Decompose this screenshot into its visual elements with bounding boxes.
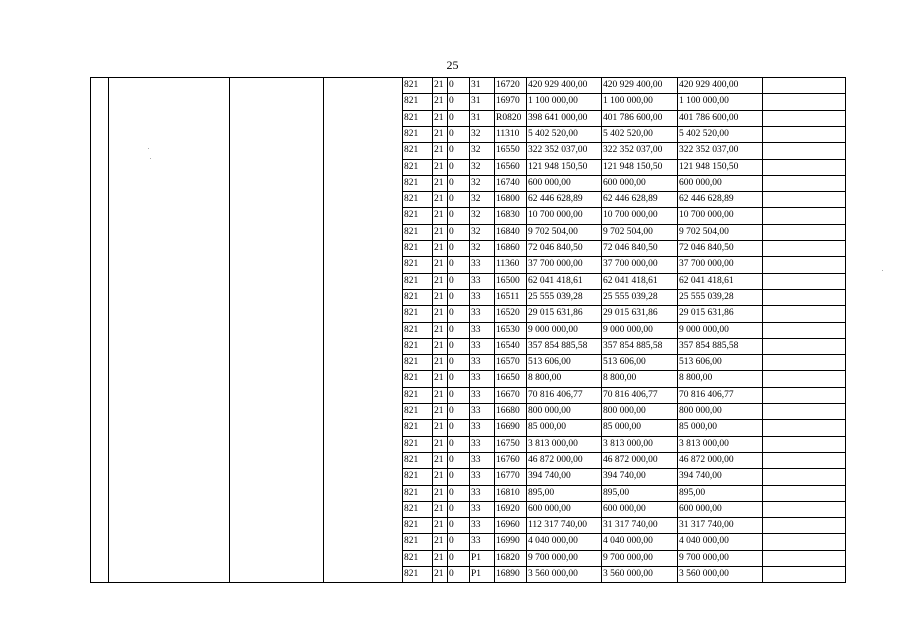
amount-year-2-cell: 46 872 000,00 — [603, 455, 658, 465]
amount-year-1-cell: 8 800,00 — [528, 373, 562, 383]
amount-year-3-cell: 401 786 600,00 — [679, 113, 739, 123]
scan-speck — [150, 158, 151, 159]
direction-code-cell: 16570 — [496, 357, 520, 367]
subsection-code-cell: 0 — [449, 406, 454, 416]
section-code-cell: 21 — [434, 373, 444, 383]
amount-year-2-cell: 5 402 520,00 — [603, 129, 653, 139]
program-code-cell: 32 — [471, 129, 481, 139]
amount-year-1-cell: 600 000,00 — [528, 504, 571, 514]
direction-code-cell: 16720 — [496, 80, 520, 90]
amount-year-2-cell: 895,00 — [603, 488, 630, 498]
subsection-code-cell: 0 — [449, 276, 454, 286]
section-code-cell: 21 — [434, 178, 444, 188]
subsection-code-cell: 0 — [449, 113, 454, 123]
column-rule — [229, 77, 230, 582]
scan-speck — [148, 148, 149, 149]
amount-year-3-cell: 70 816 406,77 — [679, 390, 734, 400]
amount-year-3-cell: 3 813 000,00 — [679, 439, 729, 449]
grbs-code-cell: 821 — [404, 357, 419, 367]
direction-code-cell: 16800 — [496, 194, 520, 204]
amount-year-3-cell: 420 929 400,00 — [679, 80, 739, 90]
subsection-code-cell: 0 — [449, 390, 454, 400]
subsection-code-cell: 0 — [449, 553, 454, 563]
direction-code-cell: 16860 — [496, 243, 520, 253]
amount-year-1-cell: 46 872 000,00 — [528, 455, 583, 465]
section-code-cell: 21 — [434, 80, 444, 90]
amount-year-1-cell: 85 000,00 — [528, 422, 566, 432]
program-code-cell: 33 — [471, 341, 481, 351]
subsection-code-cell: 0 — [449, 210, 454, 220]
program-code-cell: 32 — [471, 210, 481, 220]
amount-year-1-cell: 9 702 504,00 — [528, 227, 578, 237]
direction-code-cell: 11360 — [496, 259, 520, 269]
grbs-code-cell: 821 — [404, 390, 419, 400]
amount-year-2-cell: 29 015 631,86 — [603, 308, 658, 318]
direction-code-cell: 16690 — [496, 422, 520, 432]
grbs-code-cell: 821 — [404, 80, 419, 90]
section-code-cell: 21 — [434, 194, 444, 204]
amount-year-3-cell: 9 700 000,00 — [679, 553, 729, 563]
column-rule — [323, 77, 324, 582]
section-code-cell: 21 — [434, 162, 444, 172]
subsection-code-cell: 0 — [449, 373, 454, 383]
section-code-cell: 21 — [434, 471, 444, 481]
amount-year-2-cell: 322 352 037,00 — [603, 145, 663, 155]
program-code-cell: 31 — [471, 96, 481, 106]
direction-code-cell: 16750 — [496, 439, 520, 449]
direction-code-cell: 16840 — [496, 227, 520, 237]
direction-code-cell: 16770 — [496, 471, 520, 481]
grbs-code-cell: 821 — [404, 406, 419, 416]
subsection-code-cell: 0 — [449, 341, 454, 351]
amount-year-2-cell: 4 040 000,00 — [603, 536, 653, 546]
section-code-cell: 21 — [434, 145, 444, 155]
grbs-code-cell: 821 — [404, 276, 419, 286]
subsection-code-cell: 0 — [449, 129, 454, 139]
grbs-code-cell: 821 — [404, 569, 419, 579]
direction-code-cell: 16540 — [496, 341, 520, 351]
amount-year-1-cell: 62 041 418,61 — [528, 276, 583, 286]
direction-code-cell: 16560 — [496, 162, 520, 172]
grbs-code-cell: 821 — [404, 422, 419, 432]
grbs-code-cell: 821 — [404, 259, 419, 269]
program-code-cell: 32 — [471, 145, 481, 155]
program-code-cell: 33 — [471, 292, 481, 302]
subsection-code-cell: 0 — [449, 194, 454, 204]
amount-year-1-cell: 62 446 628,89 — [528, 194, 583, 204]
grbs-code-cell: 821 — [404, 308, 419, 318]
section-code-cell: 21 — [434, 227, 444, 237]
grbs-code-cell: 821 — [404, 292, 419, 302]
amount-year-2-cell: 394 740,00 — [603, 471, 646, 481]
program-code-cell: 33 — [471, 439, 481, 449]
amount-year-2-cell: 600 000,00 — [603, 504, 646, 514]
subsection-code-cell: 0 — [449, 178, 454, 188]
subsection-code-cell: 0 — [449, 292, 454, 302]
direction-code-cell: 16820 — [496, 553, 520, 563]
amount-year-2-cell: 800 000,00 — [603, 406, 646, 416]
direction-code-cell: 16680 — [496, 406, 520, 416]
direction-code-cell: 16810 — [496, 488, 520, 498]
amount-year-2-cell: 10 700 000,00 — [603, 210, 658, 220]
amount-year-1-cell: 3 813 000,00 — [528, 439, 578, 449]
direction-code-cell: 16500 — [496, 276, 520, 286]
column-rule — [762, 77, 763, 582]
grbs-code-cell: 821 — [404, 536, 419, 546]
amount-year-1-cell: 29 015 631,86 — [528, 308, 583, 318]
program-code-cell: 33 — [471, 536, 481, 546]
amount-year-3-cell: 8 800,00 — [679, 373, 713, 383]
amount-year-3-cell: 10 700 000,00 — [679, 210, 734, 220]
program-code-cell: 32 — [471, 162, 481, 172]
amount-year-1-cell: 1 100 000,00 — [528, 96, 578, 106]
amount-year-3-cell: 62 041 418,61 — [679, 276, 734, 286]
amount-year-1-cell: 398 641 000,00 — [528, 113, 588, 123]
grbs-code-cell: 821 — [404, 178, 419, 188]
grbs-code-cell: 821 — [404, 471, 419, 481]
amount-year-3-cell: 85 000,00 — [679, 422, 717, 432]
amount-year-2-cell: 420 929 400,00 — [603, 80, 663, 90]
section-code-cell: 21 — [434, 259, 444, 269]
section-code-cell: 21 — [434, 357, 444, 367]
page-number: 25 — [446, 58, 459, 72]
subsection-code-cell: 0 — [449, 162, 454, 172]
direction-code-cell: 16650 — [496, 373, 520, 383]
section-code-cell: 21 — [434, 308, 444, 318]
amount-year-2-cell: 85 000,00 — [603, 422, 641, 432]
program-code-cell: 32 — [471, 227, 481, 237]
amount-year-3-cell: 121 948 150,50 — [679, 162, 739, 172]
amount-year-1-cell: 394 740,00 — [528, 471, 571, 481]
program-code-cell: 33 — [471, 520, 481, 530]
section-code-cell: 21 — [434, 325, 444, 335]
program-code-cell: 33 — [471, 471, 481, 481]
program-code-cell: P1 — [471, 569, 482, 579]
grbs-code-cell: 821 — [404, 439, 419, 449]
amount-year-1-cell: 322 352 037,00 — [528, 145, 588, 155]
section-code-cell: 21 — [434, 488, 444, 498]
subsection-code-cell: 0 — [449, 520, 454, 530]
amount-year-2-cell: 62 041 418,61 — [603, 276, 658, 286]
grbs-code-cell: 821 — [404, 243, 419, 253]
section-code-cell: 21 — [434, 341, 444, 351]
direction-code-cell: 16960 — [496, 520, 520, 530]
grbs-code-cell: 821 — [404, 227, 419, 237]
direction-code-cell: 16511 — [496, 292, 520, 302]
grbs-code-cell: 821 — [404, 553, 419, 563]
section-code-cell: 21 — [434, 536, 444, 546]
amount-year-2-cell: 8 800,00 — [603, 373, 637, 383]
section-code-cell: 21 — [434, 553, 444, 563]
amount-year-2-cell: 31 317 740,00 — [603, 520, 658, 530]
section-code-cell: 21 — [434, 390, 444, 400]
amount-year-2-cell: 25 555 039,28 — [603, 292, 658, 302]
amount-year-3-cell: 4 040 000,00 — [679, 536, 729, 546]
subsection-code-cell: 0 — [449, 488, 454, 498]
program-code-cell: 33 — [471, 373, 481, 383]
program-code-cell: 33 — [471, 390, 481, 400]
amount-year-2-cell: 62 446 628,89 — [603, 194, 658, 204]
program-code-cell: P1 — [471, 553, 482, 563]
amount-year-1-cell: 121 948 150,50 — [528, 162, 588, 172]
amount-year-1-cell: 513 606,00 — [528, 357, 571, 367]
direction-code-cell: 16970 — [496, 96, 520, 106]
amount-year-3-cell: 600 000,00 — [679, 504, 722, 514]
program-code-cell: 33 — [471, 488, 481, 498]
section-code-cell: 21 — [434, 520, 444, 530]
section-code-cell: 21 — [434, 129, 444, 139]
amount-year-1-cell: 3 560 000,00 — [528, 569, 578, 579]
subsection-code-cell: 0 — [449, 308, 454, 318]
amount-year-2-cell: 600 000,00 — [603, 178, 646, 188]
amount-year-3-cell: 394 740,00 — [679, 471, 722, 481]
direction-code-cell: 16920 — [496, 504, 520, 514]
subsection-code-cell: 0 — [449, 325, 454, 335]
grbs-code-cell: 821 — [404, 455, 419, 465]
direction-code-cell: 16740 — [496, 178, 520, 188]
section-code-cell: 21 — [434, 422, 444, 432]
subsection-code-cell: 0 — [449, 357, 454, 367]
amount-year-1-cell: 420 929 400,00 — [528, 80, 588, 90]
section-code-cell: 21 — [434, 276, 444, 286]
grbs-code-cell: 821 — [404, 488, 419, 498]
amount-year-3-cell: 5 402 520,00 — [679, 129, 729, 139]
amount-year-1-cell: 70 816 406,77 — [528, 390, 583, 400]
amount-year-3-cell: 800 000,00 — [679, 406, 722, 416]
section-code-cell: 21 — [434, 406, 444, 416]
program-code-cell: 32 — [471, 178, 481, 188]
subsection-code-cell: 0 — [449, 227, 454, 237]
section-code-cell: 21 — [434, 113, 444, 123]
direction-code-cell: 16520 — [496, 308, 520, 318]
amount-year-3-cell: 3 560 000,00 — [679, 569, 729, 579]
amount-year-3-cell: 72 046 840,50 — [679, 243, 734, 253]
amount-year-2-cell: 9 000 000,00 — [603, 325, 653, 335]
column-rule — [845, 77, 846, 582]
amount-year-3-cell: 322 352 037,00 — [679, 145, 739, 155]
subsection-code-cell: 0 — [449, 569, 454, 579]
amount-year-1-cell: 112 317 740,00 — [528, 520, 588, 530]
subsection-code-cell: 0 — [449, 80, 454, 90]
program-code-cell: 33 — [471, 325, 481, 335]
amount-year-2-cell: 37 700 000,00 — [603, 259, 658, 269]
amount-year-3-cell: 600 000,00 — [679, 178, 722, 188]
direction-code-cell: 16670 — [496, 390, 520, 400]
grbs-code-cell: 821 — [404, 373, 419, 383]
amount-year-3-cell: 357 854 885,58 — [679, 341, 739, 351]
amount-year-1-cell: 800 000,00 — [528, 406, 571, 416]
amount-year-1-cell: 357 854 885,58 — [528, 341, 588, 351]
amount-year-2-cell: 357 854 885,58 — [603, 341, 663, 351]
amount-year-2-cell: 3 813 000,00 — [603, 439, 653, 449]
section-code-cell: 21 — [434, 292, 444, 302]
subsection-code-cell: 0 — [449, 536, 454, 546]
amount-year-1-cell: 72 046 840,50 — [528, 243, 583, 253]
program-code-cell: 33 — [471, 406, 481, 416]
subsection-code-cell: 0 — [449, 455, 454, 465]
amount-year-2-cell: 72 046 840,50 — [603, 243, 658, 253]
amount-year-1-cell: 9 000 000,00 — [528, 325, 578, 335]
grbs-code-cell: 821 — [404, 194, 419, 204]
amount-year-3-cell: 46 872 000,00 — [679, 455, 734, 465]
amount-year-1-cell: 4 040 000,00 — [528, 536, 578, 546]
section-code-cell: 21 — [434, 569, 444, 579]
section-code-cell: 21 — [434, 243, 444, 253]
program-code-cell: 33 — [471, 276, 481, 286]
table-bottom-border — [90, 582, 846, 583]
subsection-code-cell: 0 — [449, 145, 454, 155]
direction-code-cell: 16890 — [496, 569, 520, 579]
program-code-cell: 33 — [471, 504, 481, 514]
amount-year-3-cell: 513 606,00 — [679, 357, 722, 367]
section-code-cell: 21 — [434, 210, 444, 220]
grbs-code-cell: 821 — [404, 113, 419, 123]
amount-year-1-cell: 895,00 — [528, 488, 555, 498]
amount-year-1-cell: 5 402 520,00 — [528, 129, 578, 139]
amount-year-2-cell: 401 786 600,00 — [603, 113, 663, 123]
grbs-code-cell: 821 — [404, 96, 419, 106]
subsection-code-cell: 0 — [449, 439, 454, 449]
amount-year-3-cell: 25 555 039,28 — [679, 292, 734, 302]
direction-code-cell: 16830 — [496, 210, 520, 220]
section-code-cell: 21 — [434, 96, 444, 106]
column-rule — [90, 77, 91, 582]
subsection-code-cell: 0 — [449, 471, 454, 481]
amount-year-1-cell: 10 700 000,00 — [528, 210, 583, 220]
amount-year-2-cell: 3 560 000,00 — [603, 569, 653, 579]
subsection-code-cell: 0 — [449, 259, 454, 269]
grbs-code-cell: 821 — [404, 341, 419, 351]
direction-code-cell: R0820 — [496, 113, 522, 123]
amount-year-2-cell: 9 702 504,00 — [603, 227, 653, 237]
grbs-code-cell: 821 — [404, 129, 419, 139]
grbs-code-cell: 821 — [404, 504, 419, 514]
amount-year-2-cell: 9 700 000,00 — [603, 553, 653, 563]
direction-code-cell: 16550 — [496, 145, 520, 155]
program-code-cell: 32 — [471, 194, 481, 204]
amount-year-3-cell: 1 100 000,00 — [679, 96, 729, 106]
amount-year-3-cell: 895,00 — [679, 488, 706, 498]
amount-year-1-cell: 9 700 000,00 — [528, 553, 578, 563]
program-code-cell: 31 — [471, 80, 481, 90]
amount-year-2-cell: 1 100 000,00 — [603, 96, 653, 106]
grbs-code-cell: 821 — [404, 145, 419, 155]
grbs-code-cell: 821 — [404, 210, 419, 220]
amount-year-3-cell: 37 700 000,00 — [679, 259, 734, 269]
amount-year-2-cell: 70 816 406,77 — [603, 390, 658, 400]
amount-year-3-cell: 31 317 740,00 — [679, 520, 734, 530]
direction-code-cell: 16990 — [496, 536, 520, 546]
program-code-cell: 31 — [471, 113, 481, 123]
amount-year-3-cell: 9 702 504,00 — [679, 227, 729, 237]
amount-year-3-cell: 29 015 631,86 — [679, 308, 734, 318]
amount-year-1-cell: 25 555 039,28 — [528, 292, 583, 302]
grbs-code-cell: 821 — [404, 520, 419, 530]
subsection-code-cell: 0 — [449, 96, 454, 106]
direction-code-cell: 16760 — [496, 455, 520, 465]
program-code-cell: 33 — [471, 259, 481, 269]
program-code-cell: 33 — [471, 357, 481, 367]
amount-year-3-cell: 62 446 628,89 — [679, 194, 734, 204]
direction-code-cell: 11310 — [496, 129, 520, 139]
section-code-cell: 21 — [434, 439, 444, 449]
program-code-cell: 33 — [471, 422, 481, 432]
direction-code-cell: 16530 — [496, 325, 520, 335]
subsection-code-cell: 0 — [449, 422, 454, 432]
amount-year-2-cell: 513 606,00 — [603, 357, 646, 367]
program-code-cell: 33 — [471, 455, 481, 465]
scan-speck — [882, 270, 883, 271]
grbs-code-cell: 821 — [404, 162, 419, 172]
column-rule — [108, 77, 109, 582]
subsection-code-cell: 0 — [449, 243, 454, 253]
program-code-cell: 33 — [471, 308, 481, 318]
subsection-code-cell: 0 — [449, 504, 454, 514]
section-code-cell: 21 — [434, 504, 444, 514]
program-code-cell: 32 — [471, 243, 481, 253]
amount-year-1-cell: 37 700 000,00 — [528, 259, 583, 269]
amount-year-3-cell: 9 000 000,00 — [679, 325, 729, 335]
grbs-code-cell: 821 — [404, 325, 419, 335]
amount-year-2-cell: 121 948 150,50 — [603, 162, 663, 172]
section-code-cell: 21 — [434, 455, 444, 465]
amount-year-1-cell: 600 000,00 — [528, 178, 571, 188]
